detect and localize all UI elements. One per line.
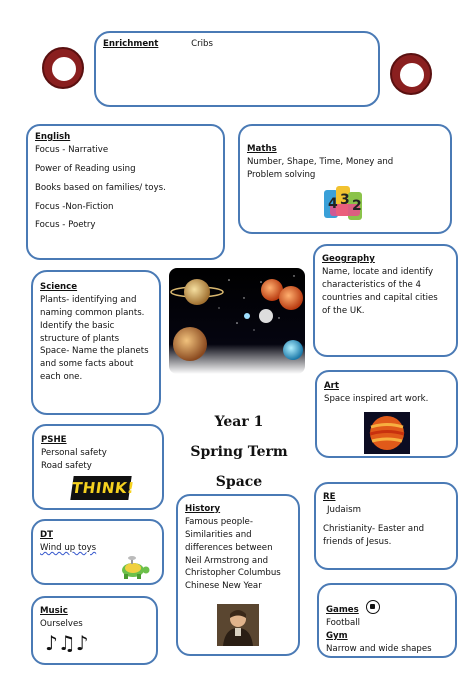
school-logo-right xyxy=(390,53,432,95)
planet-artwork-icon xyxy=(364,412,410,454)
music-title: Music xyxy=(40,606,68,616)
english-title: English xyxy=(35,132,71,142)
history-line: differences between xyxy=(185,542,273,553)
svg-text:2: 2 xyxy=(352,198,362,214)
history-line: Similarities and xyxy=(185,529,252,540)
history-line: Chinese New Year xyxy=(185,581,262,592)
pshe-line: Personal safety xyxy=(41,447,107,458)
dt-line: Wind up toys xyxy=(40,542,97,553)
school-logo-left xyxy=(42,47,84,89)
numbers-graffiti-icon xyxy=(322,184,368,224)
maths-title: Maths xyxy=(247,144,277,154)
geography-line: Name, locate and identify xyxy=(322,266,434,277)
geography-line: countries and capital cities xyxy=(322,292,438,303)
re-line: Judaism xyxy=(327,504,361,515)
svg-text:3: 3 xyxy=(340,192,350,208)
geography-box xyxy=(313,244,458,357)
enrichment-title: Enrichment xyxy=(103,39,159,49)
pshe-title: PSHE xyxy=(41,435,67,445)
re-title: RE xyxy=(323,492,336,502)
maths-box xyxy=(238,124,452,234)
music-box xyxy=(31,596,158,665)
think-sign-icon xyxy=(70,476,136,500)
geography-line: characteristics of the 4 xyxy=(322,279,422,290)
year-title: Year 1 xyxy=(214,414,264,430)
enrichment-value: Cribs xyxy=(191,39,213,49)
music-line: Ourselves xyxy=(40,618,83,629)
science-title: Science xyxy=(40,282,78,292)
science-line: Space- Name the planets xyxy=(40,346,149,357)
maths-line: Problem solving xyxy=(247,169,316,180)
english-line: Focus - Narrative xyxy=(35,144,109,155)
planets-image xyxy=(169,268,305,374)
portrait-image xyxy=(217,604,259,646)
pshe-box xyxy=(32,424,164,510)
english-line: Power of Reading using xyxy=(35,163,136,174)
history-line: Famous people- xyxy=(185,516,253,527)
english-box xyxy=(26,124,225,260)
english-line: Focus - Poetry xyxy=(35,220,96,231)
term-title: Spring Term xyxy=(190,444,288,460)
re-box xyxy=(314,482,458,570)
games-box xyxy=(317,583,457,658)
science-line: and some facts about xyxy=(40,359,134,370)
topic-title: Space xyxy=(215,474,263,490)
gym-title: Gym xyxy=(326,630,348,641)
svg-text:4: 4 xyxy=(328,196,338,212)
gym-line: Narrow and wide shapes xyxy=(326,643,432,654)
games-title: Games xyxy=(326,605,359,615)
science-line: Plants- identifying and xyxy=(40,294,137,305)
maths-line: Number, Shape, Time, Money and xyxy=(247,156,394,167)
science-line: structure of plants xyxy=(40,333,120,344)
art-title: Art xyxy=(324,381,339,391)
wind-up-turtle-icon xyxy=(117,555,151,581)
english-line: Books based on families/ toys. xyxy=(35,182,166,193)
history-title: History xyxy=(185,504,221,514)
enrichment-box xyxy=(94,31,380,107)
art-line: Space inspired art work. xyxy=(324,393,429,404)
science-line: Identify the basic xyxy=(40,320,115,331)
pshe-line: Road safety xyxy=(41,460,92,471)
science-box xyxy=(31,270,161,415)
games-line: Football xyxy=(326,617,361,628)
re-line: friends of Jesus. xyxy=(323,536,392,547)
art-box xyxy=(315,370,458,458)
dt-box xyxy=(31,519,164,585)
geography-line: of the UK. xyxy=(322,305,365,316)
history-line: Neil Armstrong and xyxy=(185,555,269,566)
english-line: Focus -Non-Fiction xyxy=(35,201,114,212)
history-line: Christopher Columbus xyxy=(185,568,281,579)
history-box xyxy=(176,494,300,656)
music-notes-icon: ♪♫♪ xyxy=(45,631,89,655)
science-line: each one. xyxy=(40,372,83,383)
geography-title: Geography xyxy=(322,254,375,264)
dt-title: DT xyxy=(40,530,53,540)
re-line: Christianity- Easter and xyxy=(323,523,425,534)
think-sign-text: THINK! xyxy=(70,479,136,497)
football-icon xyxy=(366,600,380,614)
science-line: naming common plants. xyxy=(40,307,145,318)
